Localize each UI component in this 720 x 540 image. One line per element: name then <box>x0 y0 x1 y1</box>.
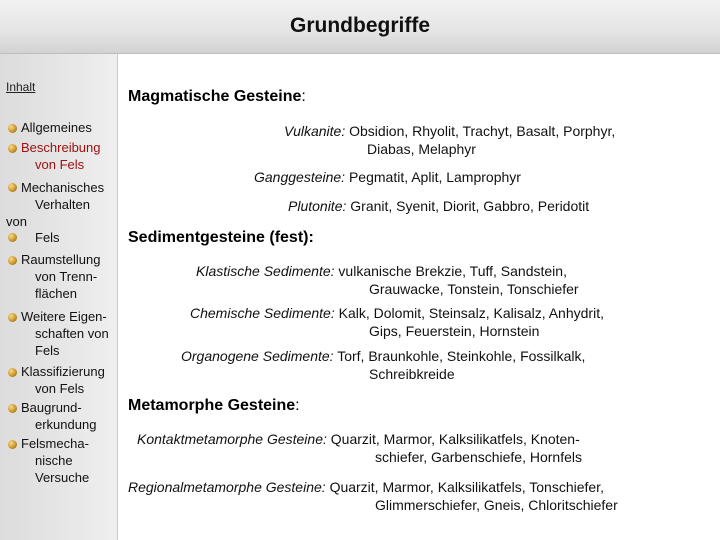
bullet-icon <box>8 124 17 133</box>
bullet-icon <box>8 440 17 449</box>
entry-chemische: Chemische Sedimente: Kalk, Dolomit, Steinsalz, Kalisalz, Anhydrit, <box>190 305 604 321</box>
entry-ganggesteine: Ganggesteine: Pegmatit, Aplit, Lamprophyr <box>254 169 521 185</box>
bullet-icon <box>8 183 17 192</box>
entry-organogene-cont: Schreibkreide <box>369 366 455 382</box>
entry-regionalmetamorph-cont: Glimmerschiefer, Gneis, Chloritschiefer <box>375 497 618 513</box>
nav-item-klassifizierung[interactable]: Klassifizierung von Fels <box>21 364 105 396</box>
entry-vulkanite: Vulkanite: Obsidion, Rhyolit, Trachyt, Basalt, Porphyr, <box>284 123 616 139</box>
entry-klastische: Klastische Sedimente: vulkanische Brekzie, Tuff, Sandstein, <box>196 263 567 279</box>
page-title: Grundbegriffe <box>290 14 430 37</box>
nav-item-allgemeines[interactable]: Allgemeines <box>21 120 92 135</box>
entry-klastische-cont: Grauwacke, Tonstein, Tonschiefer <box>369 281 579 297</box>
entry-regionalmetamorph: Regionalmetamorphe Gesteine: Quarzit, Marmor, Kalksilikatfels, Tonschiefer, <box>128 479 604 495</box>
inhalt-link[interactable]: Inhalt <box>6 80 36 94</box>
bullet-icon <box>8 144 17 153</box>
sidebar-divider <box>117 54 118 540</box>
section-heading-magmatisch: Magmatische Gesteine: <box>128 88 306 105</box>
entry-kontaktmetamorph-cont: schiefer, Garbenschiefe, Hornfels <box>375 449 582 465</box>
nav-item-raumstellung[interactable]: Raumstellung von Trenn- flächen <box>21 252 101 301</box>
bullet-icon <box>8 256 17 265</box>
section-heading-metamorph: Metamorphe Gesteine: <box>128 397 300 414</box>
entry-chemische-cont: Gips, Feuerstein, Hornstein <box>369 323 540 339</box>
bullet-icon <box>8 313 17 322</box>
entry-plutonite: Plutonite: Granit, Syenit, Diorit, Gabbro, Peridotit <box>288 198 590 214</box>
bullet-icon <box>8 404 17 413</box>
entry-vulkanite-cont: Diabas, Melaphyr <box>367 141 476 157</box>
nav-item-baugrunderkundung[interactable]: Baugrund- erkundung <box>21 400 97 432</box>
nav-item-weitere-eigenschaften[interactable]: Weitere Eigen- schaften von Fels <box>21 309 109 358</box>
nav-item-mechanisches-von[interactable]: von <box>6 214 27 229</box>
entry-organogene: Organogene Sedimente: Torf, Braunkohle, Steinkohle, Fossilkalk, <box>181 348 586 364</box>
entry-kontaktmetamorph: Kontaktmetamorphe Gesteine: Quarzit, Marmor, Kalksilikatfels, Knoten- <box>137 431 580 447</box>
nav-item-mechanisches-verhalten[interactable]: Mechanisches Verhalten <box>21 180 105 212</box>
nav-item-beschreibung[interactable]: Beschreibung von Fels <box>21 140 101 172</box>
title-bar <box>0 0 720 54</box>
bullet-icon <box>8 233 17 242</box>
nav-item-mechanisches-fels[interactable]: Fels <box>35 230 60 245</box>
nav-item-felsmechanische-versuche[interactable]: Felsmecha- nische Versuche <box>21 436 90 485</box>
bullet-icon <box>8 368 17 377</box>
section-heading-sediment: Sedimentgesteine (fest): <box>128 229 314 246</box>
